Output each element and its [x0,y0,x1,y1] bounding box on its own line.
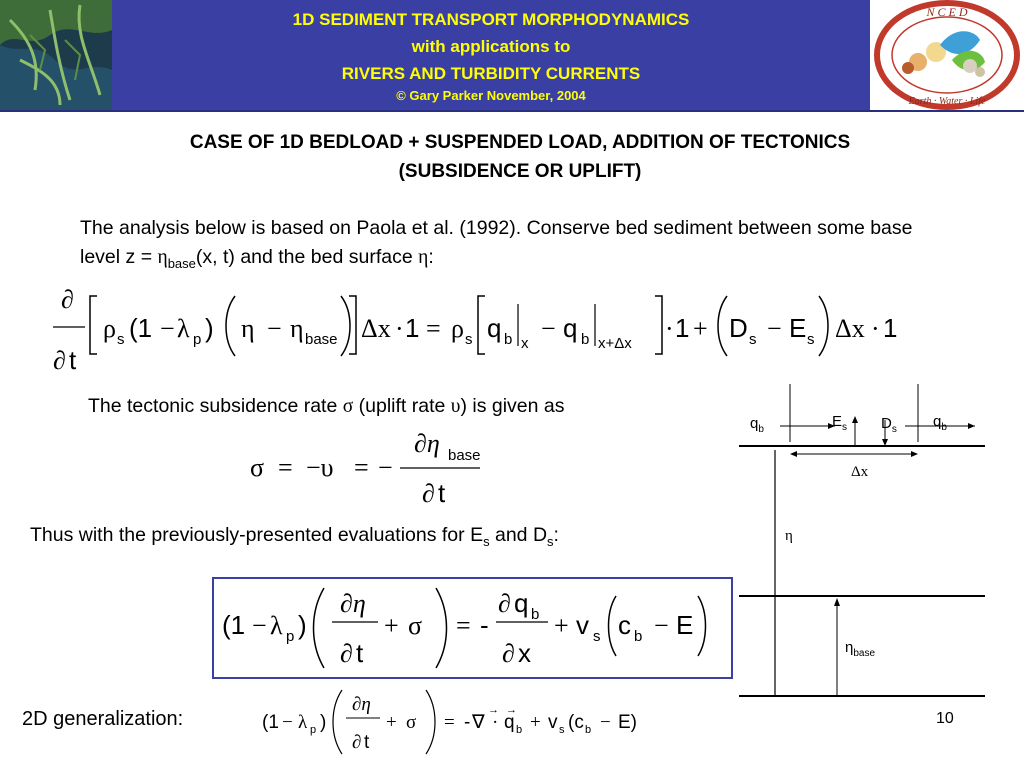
intro-text-a: The analysis below is based on Paola et al. (1992). Conserve bed sediment between some base level z = [80,217,913,268]
ds-subscript: s [547,533,554,549]
svg-text:t: t [356,638,364,668]
banner-line-1: 1D SEDIMENT TRANSPORT MORPHODYNAMICS [292,10,690,29]
svg-text:∇: ∇ [472,712,485,733]
generalization-label: 2D generalization: [22,708,184,730]
svg-text:qb [750,415,764,435]
sigma-symbol: σ [342,396,354,417]
svg-text:∂: ∂ [498,589,511,618]
svg-text:E: E [789,313,807,343]
svg-text:(c: (c [568,712,584,733]
svg-text:b: b [634,628,643,645]
svg-text:+: + [693,314,708,343]
svg-text:v: v [576,610,589,640]
svg-text:s: s [465,331,473,348]
svg-text:·: · [871,314,880,343]
svg-text:Es [832,413,847,433]
svg-text:∂: ∂ [340,639,353,668]
svg-text:∂η: ∂η [340,589,366,618]
svg-text:σ: σ [406,712,417,733]
svg-text:−: − [252,611,267,640]
svg-text:−: − [654,611,669,640]
svg-text:x: x [518,638,531,668]
svg-text:∂: ∂ [61,285,74,314]
svg-text:=: = [278,453,293,482]
svg-text:s: s [117,331,125,348]
slide-header [0,0,1024,112]
qb-right-subscript: b [941,422,947,433]
banner-line-3: RIVERS AND TURBIDITY CURRENTS [341,64,641,83]
svg-text:b: b [531,606,540,623]
svg-text:=: = [456,611,471,640]
svg-text:p: p [310,724,317,736]
svg-text:): ) [298,610,307,640]
svg-text:η: η [241,314,255,343]
svg-text:→: → [488,704,499,716]
banner-copyright: © Gary Parker November, 2004 [396,88,586,103]
evaluations-text-a: Thus with the previously-presented evaluations for E [30,524,484,546]
banner-line-2: with applications to [411,37,571,56]
svg-text:+: + [554,611,569,640]
svg-text:x: x [521,335,529,352]
svg-text:q: q [504,712,515,733]
svg-text:): ) [205,313,214,343]
eta-base-label: η [845,639,854,656]
svg-text:ηbase [845,639,875,659]
svg-text:σ: σ [250,453,265,482]
svg-text:−: − [160,314,175,343]
evaluations-paragraph [30,521,559,556]
svg-text:→: → [506,704,517,716]
svg-text:q: q [563,313,578,343]
svg-text:t: t [438,478,446,508]
svg-text:base: base [448,447,481,464]
svg-text:b: b [504,331,513,348]
eta-label: η [785,528,793,544]
svg-text:): ) [320,712,327,733]
ds-label-subscript: s [891,424,897,435]
intro-base-subscript: base [167,255,196,271]
qb-right-label: q [933,413,942,430]
svg-text:1: 1 [405,313,420,343]
svg-text:Ds [881,415,897,435]
svg-text:∂: ∂ [352,732,362,753]
intro-text-b: (x, t) and the bed surface [195,246,419,268]
page-number: 10 [936,710,954,727]
control-volume-diagram [735,380,990,710]
svg-text:Δx: Δx [361,314,391,343]
svg-text:-: - [464,712,471,733]
svg-text:−: − [541,314,556,343]
svg-text:·: · [492,712,499,733]
svg-text:Δx: Δx [835,314,865,343]
es-subscript: s [483,533,490,549]
ds-label: D [881,415,892,432]
svg-text:∂η: ∂η [352,694,371,715]
exner-equation-1d [218,582,728,674]
intro-paragraph [80,214,940,278]
logo-bottom-text: Earth · Water · Life [908,96,986,107]
satellite-delta-image [0,0,112,110]
subsidence-rate-equation [250,428,490,512]
svg-text:−: − [267,314,282,343]
svg-text:s: s [559,724,565,736]
evaluations-text-b: and D [489,524,548,546]
intro-text-d: : [428,246,434,268]
es-label-subscript: s [842,422,848,433]
svg-text:q: q [514,588,529,618]
header-rule [0,110,1024,112]
slide-title-line-1: CASE OF 1D BEDLOAD + SUSPENDED LOAD, ADDITION OF TECTONICS [189,132,851,153]
svg-text:∂: ∂ [502,639,515,668]
svg-text:=: = [354,453,369,482]
svg-text:−: − [378,453,393,482]
conservation-equation [45,282,915,378]
svg-text:qb [933,413,947,433]
svg-text:+: + [530,712,541,733]
svg-text:c: c [618,610,631,640]
svg-text:η: η [290,314,304,343]
title-banner [112,0,870,110]
svg-text:s: s [593,628,601,645]
es-label: E [832,413,843,430]
svg-text:v: v [548,712,558,733]
svg-text:q: q [487,313,502,343]
qb-left-subscript: b [758,424,764,435]
intro-eta-symbol: η [157,247,168,268]
svg-text:(1: (1 [222,610,246,640]
svg-text:b: b [581,331,590,348]
eta-base-subscript: base [853,648,876,659]
svg-text:1: 1 [675,313,690,343]
svg-text:x+Δx: x+Δx [598,335,632,352]
svg-text:∂η: ∂η [414,429,440,458]
svg-text:1: 1 [883,313,898,343]
svg-text:=: = [426,314,441,343]
svg-text:b: b [585,724,592,736]
intro-eta-symbol-2: η [418,247,429,268]
svg-text:s: s [749,331,757,348]
svg-text:+: + [384,611,399,640]
logo-top-text: N C E D [926,5,968,19]
exner-equation-2d [262,686,672,758]
svg-text:b: b [516,724,523,736]
svg-text:σ: σ [408,611,423,640]
svg-text:+: + [386,712,397,733]
svg-text:λ: λ [270,611,283,640]
svg-text:∂: ∂ [53,346,66,375]
svg-text:−: − [600,712,611,733]
svg-text:−: − [767,314,782,343]
nced-logo [870,0,1024,110]
svg-text:E: E [676,610,694,640]
svg-text:p: p [193,331,202,348]
svg-text:D: D [729,313,748,343]
slide-title-line-2: (SUBSIDENCE OR UPLIFT) [398,161,642,182]
qb-left-label: q [750,415,759,432]
svg-text:∂: ∂ [422,479,435,508]
svg-text:-: - [480,610,489,640]
dx-label: Δx [851,464,869,480]
slide-title [0,128,1024,186]
svg-text:−: − [282,712,293,733]
svg-text:base: base [305,331,338,348]
svg-text:ρ: ρ [103,314,116,343]
svg-text:E): E) [618,712,637,733]
svg-text:=: = [444,712,455,733]
svg-text:ρ: ρ [451,314,464,343]
svg-text:(1: (1 [129,313,153,343]
subsidence-paragraph [88,392,565,421]
svg-text:λ: λ [177,314,190,343]
subsidence-text-c: ) is given as [460,395,565,417]
svg-text:·: · [665,314,674,343]
subsidence-text-b: (uplift rate [353,395,451,417]
svg-text:t: t [69,345,77,375]
svg-text:λ: λ [298,712,308,733]
svg-text:t: t [364,732,370,753]
subsidence-text-a: The tectonic subsidence rate [88,395,343,417]
svg-text:(1: (1 [262,712,279,733]
svg-text:s: s [807,331,815,348]
upsilon-symbol: υ [450,396,461,417]
svg-text:−υ: −υ [306,453,334,482]
svg-text:·: · [395,314,404,343]
svg-text:p: p [286,628,295,645]
evaluations-text-c: : [553,524,559,546]
